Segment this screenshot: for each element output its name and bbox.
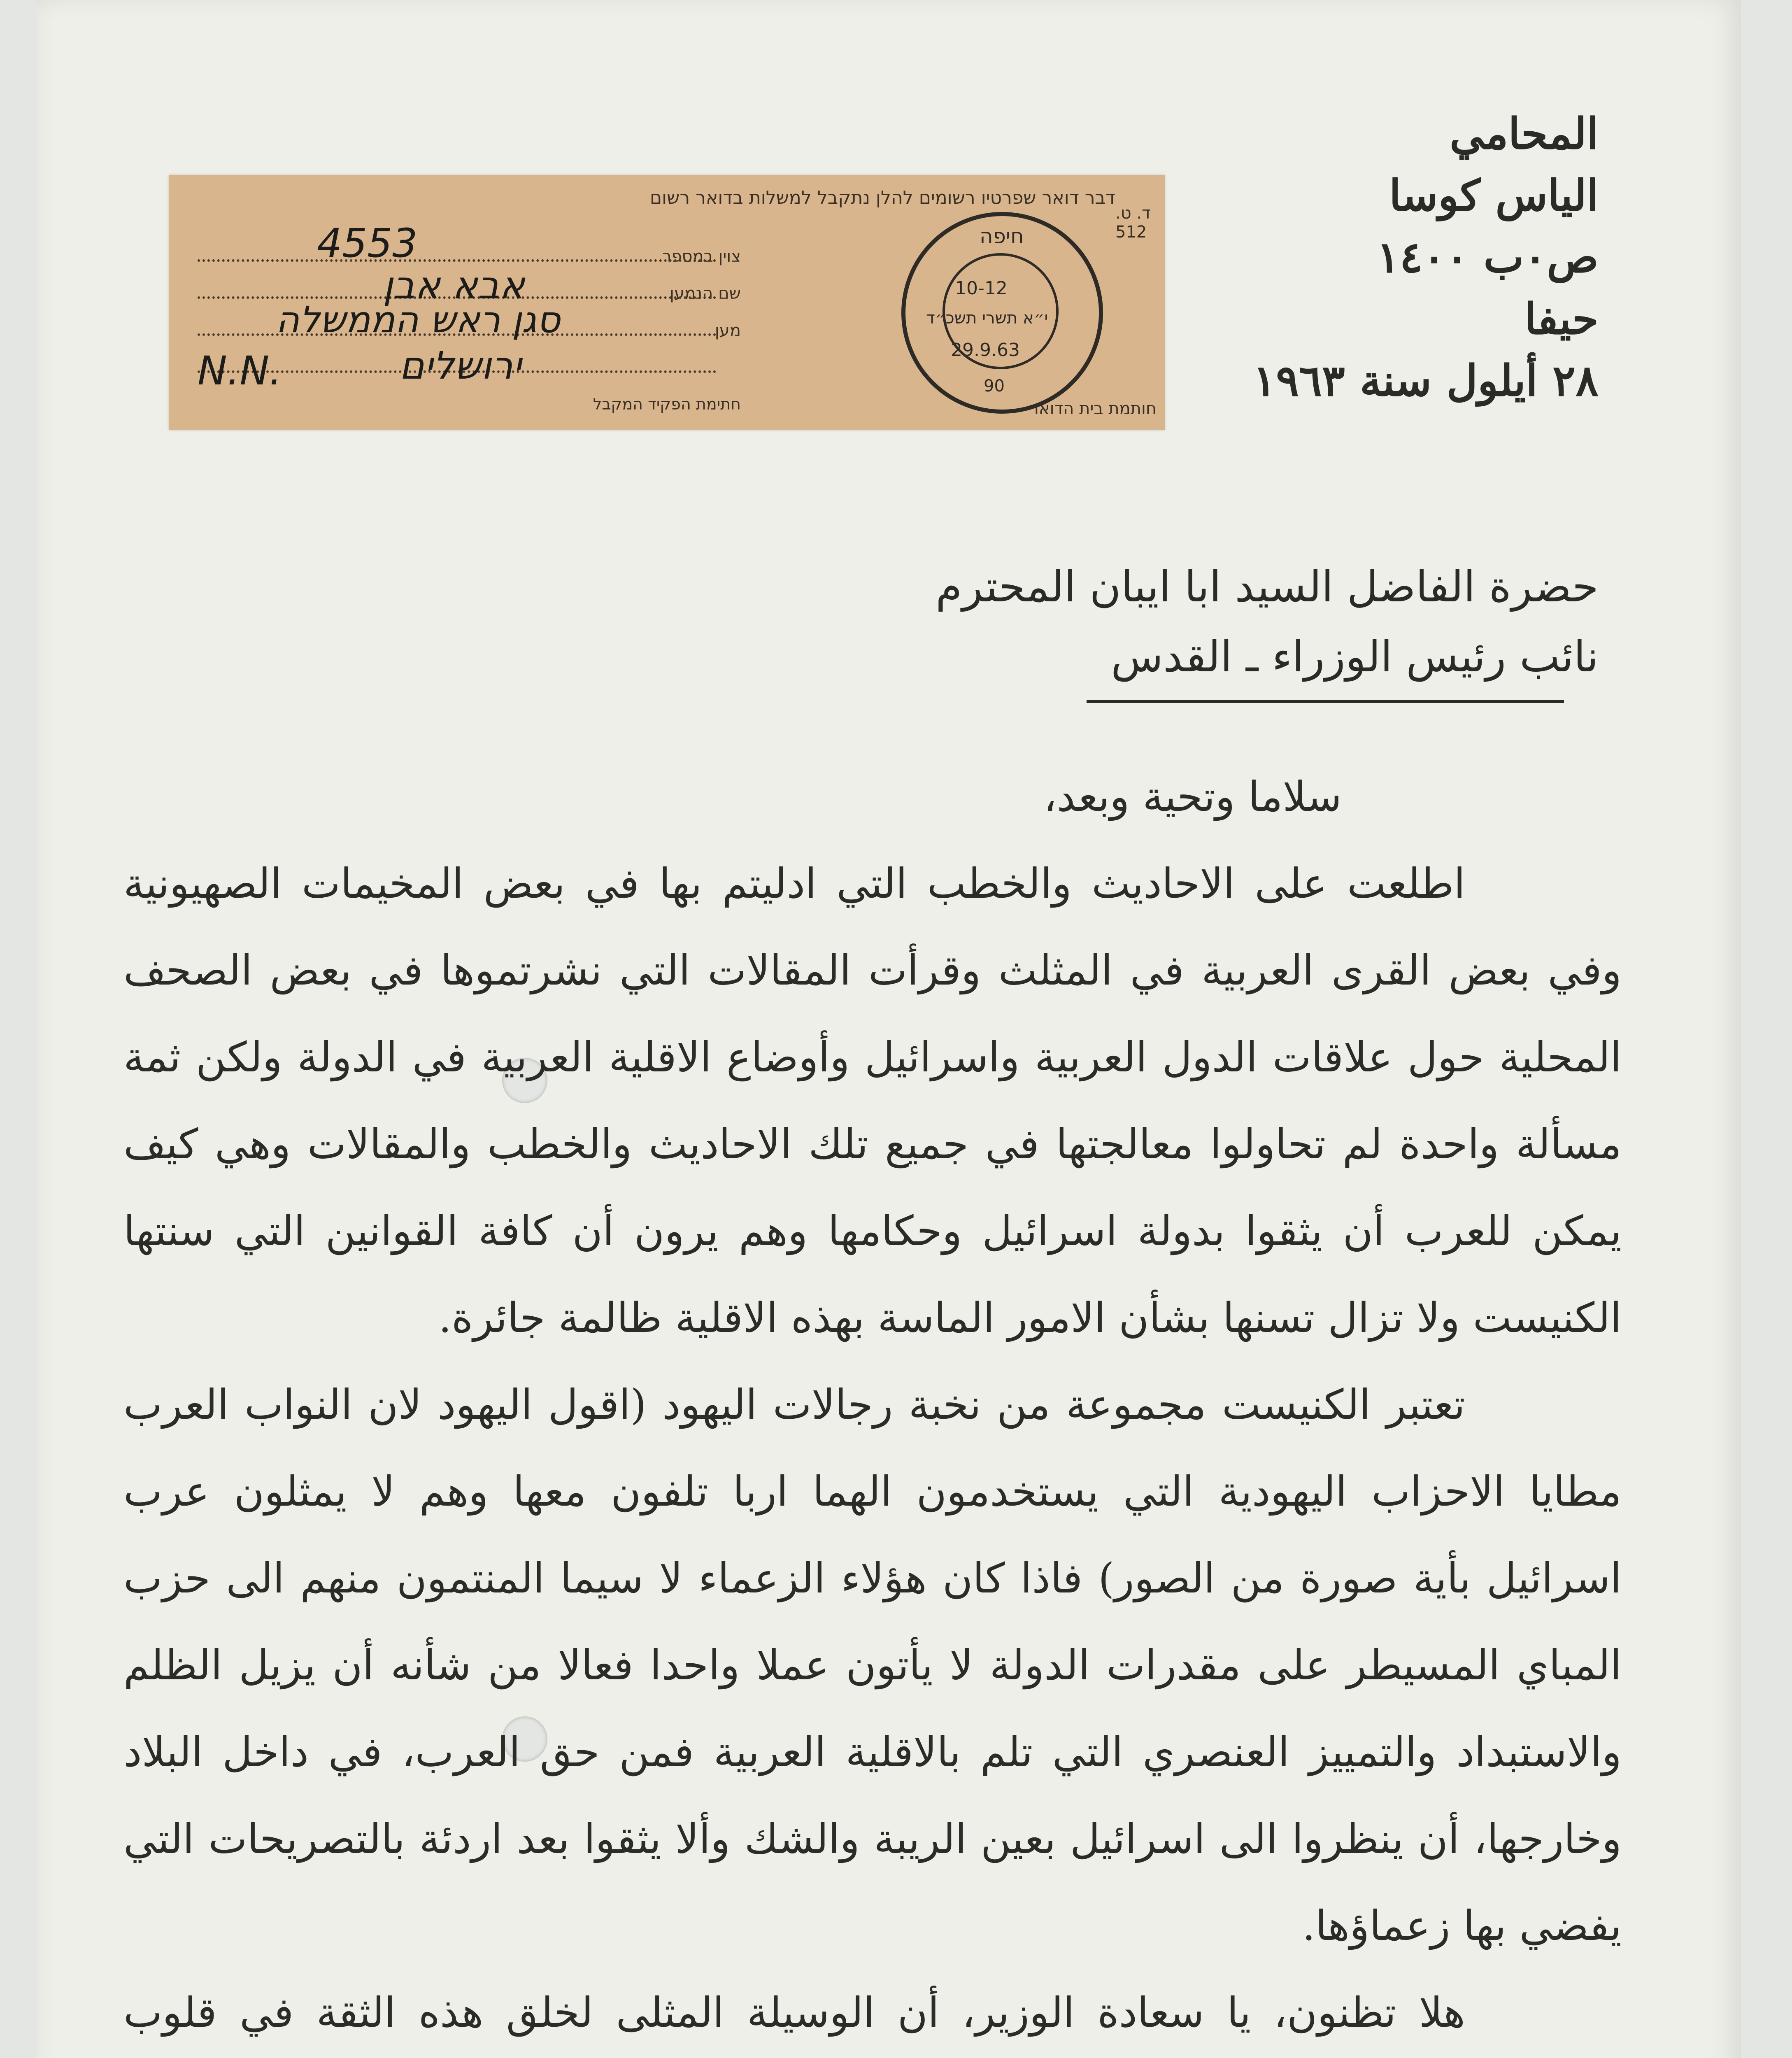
handwritten-initials: N.N.: [198, 348, 282, 394]
addressee-line-1: حضرة الفاضل السيد ابا ايبان المحترم: [936, 561, 1599, 612]
stamp-time: 10-12: [955, 278, 1008, 299]
receipt-address-label: מען: [714, 321, 741, 340]
paragraph-2: تعتبر الكنيست مجموعة من نخبة رجالات اليهود (اقول اليهود لان النواب العرب مطايا الاحزاب اليهودية التي يستخدمون الهما اربا تلفون معها وهم لا يمثلون عرب اسرائيل بأية صورة من الصور) فاذا كان هؤلاء الزعماء لا سيما المنتمون منهم الى حزب المباي المسيطر على مقدرات الدولة لا يأتون عملا واحدا فعالا من شأنه أن يزيل الظلم والاستبداد والتمييز العنصري التي تلم بالاقلية العربية فمن حق العرب، في داخل البلاد وخارجها، أن ينظروا الى اسرائيل بعين الريبة والشك وألا يثقوا بعد اردئة بالتصريحات التي يفضي بها زعماؤها.: [123, 1381, 1622, 1950]
handwritten-city: ירושלים: [399, 344, 521, 388]
receipt-number-label: צוין במספר: [662, 247, 741, 266]
sender-block: [1253, 103, 1599, 412]
postmark-stamp: [901, 212, 1103, 414]
stamp-city: חיפה: [980, 224, 1024, 248]
receipt-form-code: ד. ט. 512: [1115, 204, 1151, 242]
paragraph-1: اطلعت على الاحاديث والخطب التي ادليتم بها في بعض المخيمات الصهيونية وفي بعض القرى العربية في المثلث وقرأت المقالات التي نشرتموها في بعض الصحف المحلية حول علاقات الدول العربية واسرائيل وأوضاع الاقلية العربية في الدولة ولكن ثمة مسألة واحدة لم تحاولوا معالجتها في جميع تلك الاحاديث والخطب والمقالات وهي كيف يمكن للعرب أن يثقوا بدولة اسرائيل وحكامها وهم يرون أن كافة القوانين التي سنتها الكنيست ولا تزال تسنها بشأن الامور الماسة بهذه الاقلية ظالمة جائرة.: [123, 859, 1622, 1342]
addressee-block: [936, 552, 1599, 691]
handwritten-name: אבא אבן: [383, 263, 525, 307]
postal-receipt-slip: [169, 175, 1165, 430]
stamp-date: 29.9.63: [951, 340, 1020, 361]
receipt-header: דבר דואר שפרטיו רשומים להלן נתקבל למשלות בדואר רשום: [649, 187, 1115, 208]
letter-body: [123, 753, 1622, 2058]
addressee-line-2: نائب رئيس الوزراء ـ القدس: [1111, 631, 1599, 682]
sender-profession: المحامي: [1450, 108, 1599, 159]
sender-city: حيفا: [1524, 293, 1599, 344]
stamp-hebrew-date: י״א תשרי תשכ״ד: [926, 309, 1048, 328]
handwritten-title: סגן ראש הממשלה: [276, 298, 561, 341]
stamp-number: 90: [984, 377, 1005, 396]
sender-name: الياس كوسا: [1389, 170, 1599, 221]
paragraph-3: هلا تظنون، يا سعادة الوزير، أن الوسيلة المثلى لخلق هذه الثقة في قلوب: [123, 1988, 1465, 2037]
sender-po-box: ص٠ب ١٤٠٠: [1376, 232, 1599, 282]
receipt-addressee-label: שם הנמען: [670, 284, 741, 303]
greeting: سلاما وتحية وبعد،: [1043, 773, 1342, 821]
receipt-postmark-label: חותמת בית הדואר: [1029, 399, 1157, 418]
letter-date: ٢٨ أيلول سنة ١٩٦٣: [1253, 355, 1599, 406]
handwritten-number: 4553: [317, 220, 418, 266]
addressee-underline: [1087, 700, 1564, 703]
receipt-number-line: [198, 259, 716, 262]
receipt-clerk-label: חתימת הפקיד המקבל: [593, 395, 741, 413]
